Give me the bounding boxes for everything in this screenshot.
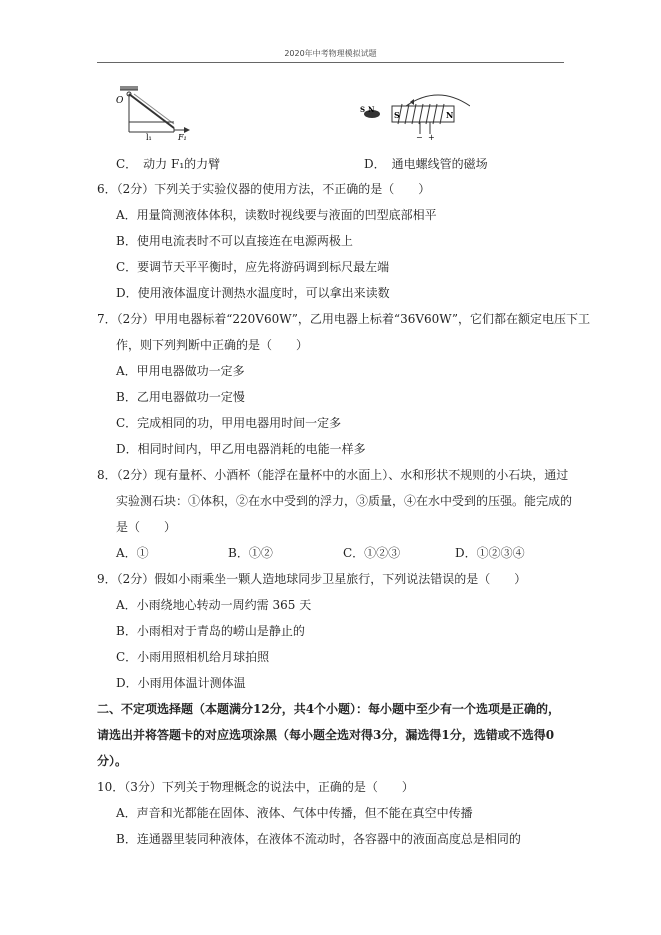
q6-option-d: D．使用液体温度计测热水温度时，可以拿出来读数 — [116, 286, 390, 300]
label-l1: l₁ — [146, 133, 152, 140]
q7-stem-2: 作，则下列判断中正确的是（ ） — [116, 338, 309, 352]
section2-line-3: 分）。 — [97, 754, 128, 768]
q6-option-a: A．用量筒测液体体积，读数时视线要与液面的凹型底部相平 — [116, 208, 437, 222]
figures — [110, 82, 470, 140]
q10-stem: 10．（3分）下列关于物理概念的说法中，正确的是（ ） — [97, 780, 414, 794]
lever-figure — [116, 86, 190, 140]
q9-option-b: B．小雨相对于青岛的崂山是静止的 — [116, 624, 305, 638]
q9-option-d: D．小雨用体温计测体温 — [116, 676, 246, 690]
terminal-minus: − — [416, 133, 423, 140]
needle-n: N — [368, 105, 375, 114]
q6-option-b: B．使用电流表时不可以直接连在电源两极上 — [116, 234, 353, 248]
q10-option-a: A．声音和光都能在固体、液体、气体中传播，但不能在真空中传播 — [116, 806, 473, 820]
q9-stem: 9．（2分）假如小雨乘坐一颗人造地球同步卫星旅行，下列说法错误的是（ ） — [97, 572, 527, 586]
q8-option-d: D．①②③④ — [455, 546, 525, 560]
page-header: 2020年中考物理模拟试题 — [284, 49, 377, 58]
q7-option-d: D．相同时间内，甲乙用电器消耗的电能一样多 — [116, 442, 366, 456]
q10-option-b: B．连通器里装同种液体，在液体不流动时，各容器中的液面高度总是相同的 — [116, 832, 521, 846]
q9-option-a: A．小雨绕地心转动一周约需 365 天 — [116, 598, 312, 612]
coil-n: N — [446, 110, 454, 120]
header-rule — [97, 62, 564, 63]
needle-s: S — [360, 105, 366, 114]
terminal-plus: + — [428, 133, 435, 140]
q7-option-c: C．完成相同的功，甲用电器用时间一定多 — [116, 416, 342, 430]
label-o: O — [116, 96, 124, 106]
q6-option-c: C．要调节天平平衡时，应先将游码调到标尺最左端 — [116, 260, 390, 274]
solenoid-figure — [360, 95, 470, 140]
q8-option-b: B．①② — [228, 546, 273, 560]
label-f1: F₁ — [178, 133, 187, 140]
q6-stem: 6．（2分）下列关于实验仪器的使用方法，不正确的是（ ） — [97, 182, 431, 196]
section2-line-2: 请选出并将答题卡的对应选项涂黑（每小题全选对得3分，漏选得1分，选错或不选得0 — [97, 728, 555, 742]
q8-stem-1: 8．（2分）现有量杯、小酒杯（能浮在量杯中的水面上）、水和形状不规则的小石块，通过 — [97, 468, 569, 482]
q8-stem-3: 是（ ） — [116, 520, 177, 534]
q5-option-c: C． 动力 F₁的力臂 — [116, 157, 221, 171]
q5-option-d: D． 通电螺线管的磁场 — [364, 157, 488, 171]
q7-option-a: A．甲用电器做功一定多 — [116, 364, 245, 378]
coil-s: S — [394, 110, 400, 120]
q7-option-b: B．乙用电器做功一定慢 — [116, 390, 245, 404]
q8-option-c: C．①②③ — [343, 546, 401, 560]
q8-stem-2: 实验测石块：①体积，②在水中受到的浮力，③质量，④在水中受到的压强。能完成的 — [116, 494, 573, 508]
q9-option-c: C．小雨用照相机给月球拍照 — [116, 650, 270, 664]
q7-stem-1: 7．（2分）甲用电器标着“220V60W”，乙用电器上标着“36V60W”，它们都在额定电压下工 — [97, 312, 590, 326]
section2-line-1: 二、不定项选择题（本题满分12分，共4个小题）：每小题中至少有一个选项是正确的， — [97, 702, 561, 716]
q8-option-a: A．① — [116, 546, 149, 560]
